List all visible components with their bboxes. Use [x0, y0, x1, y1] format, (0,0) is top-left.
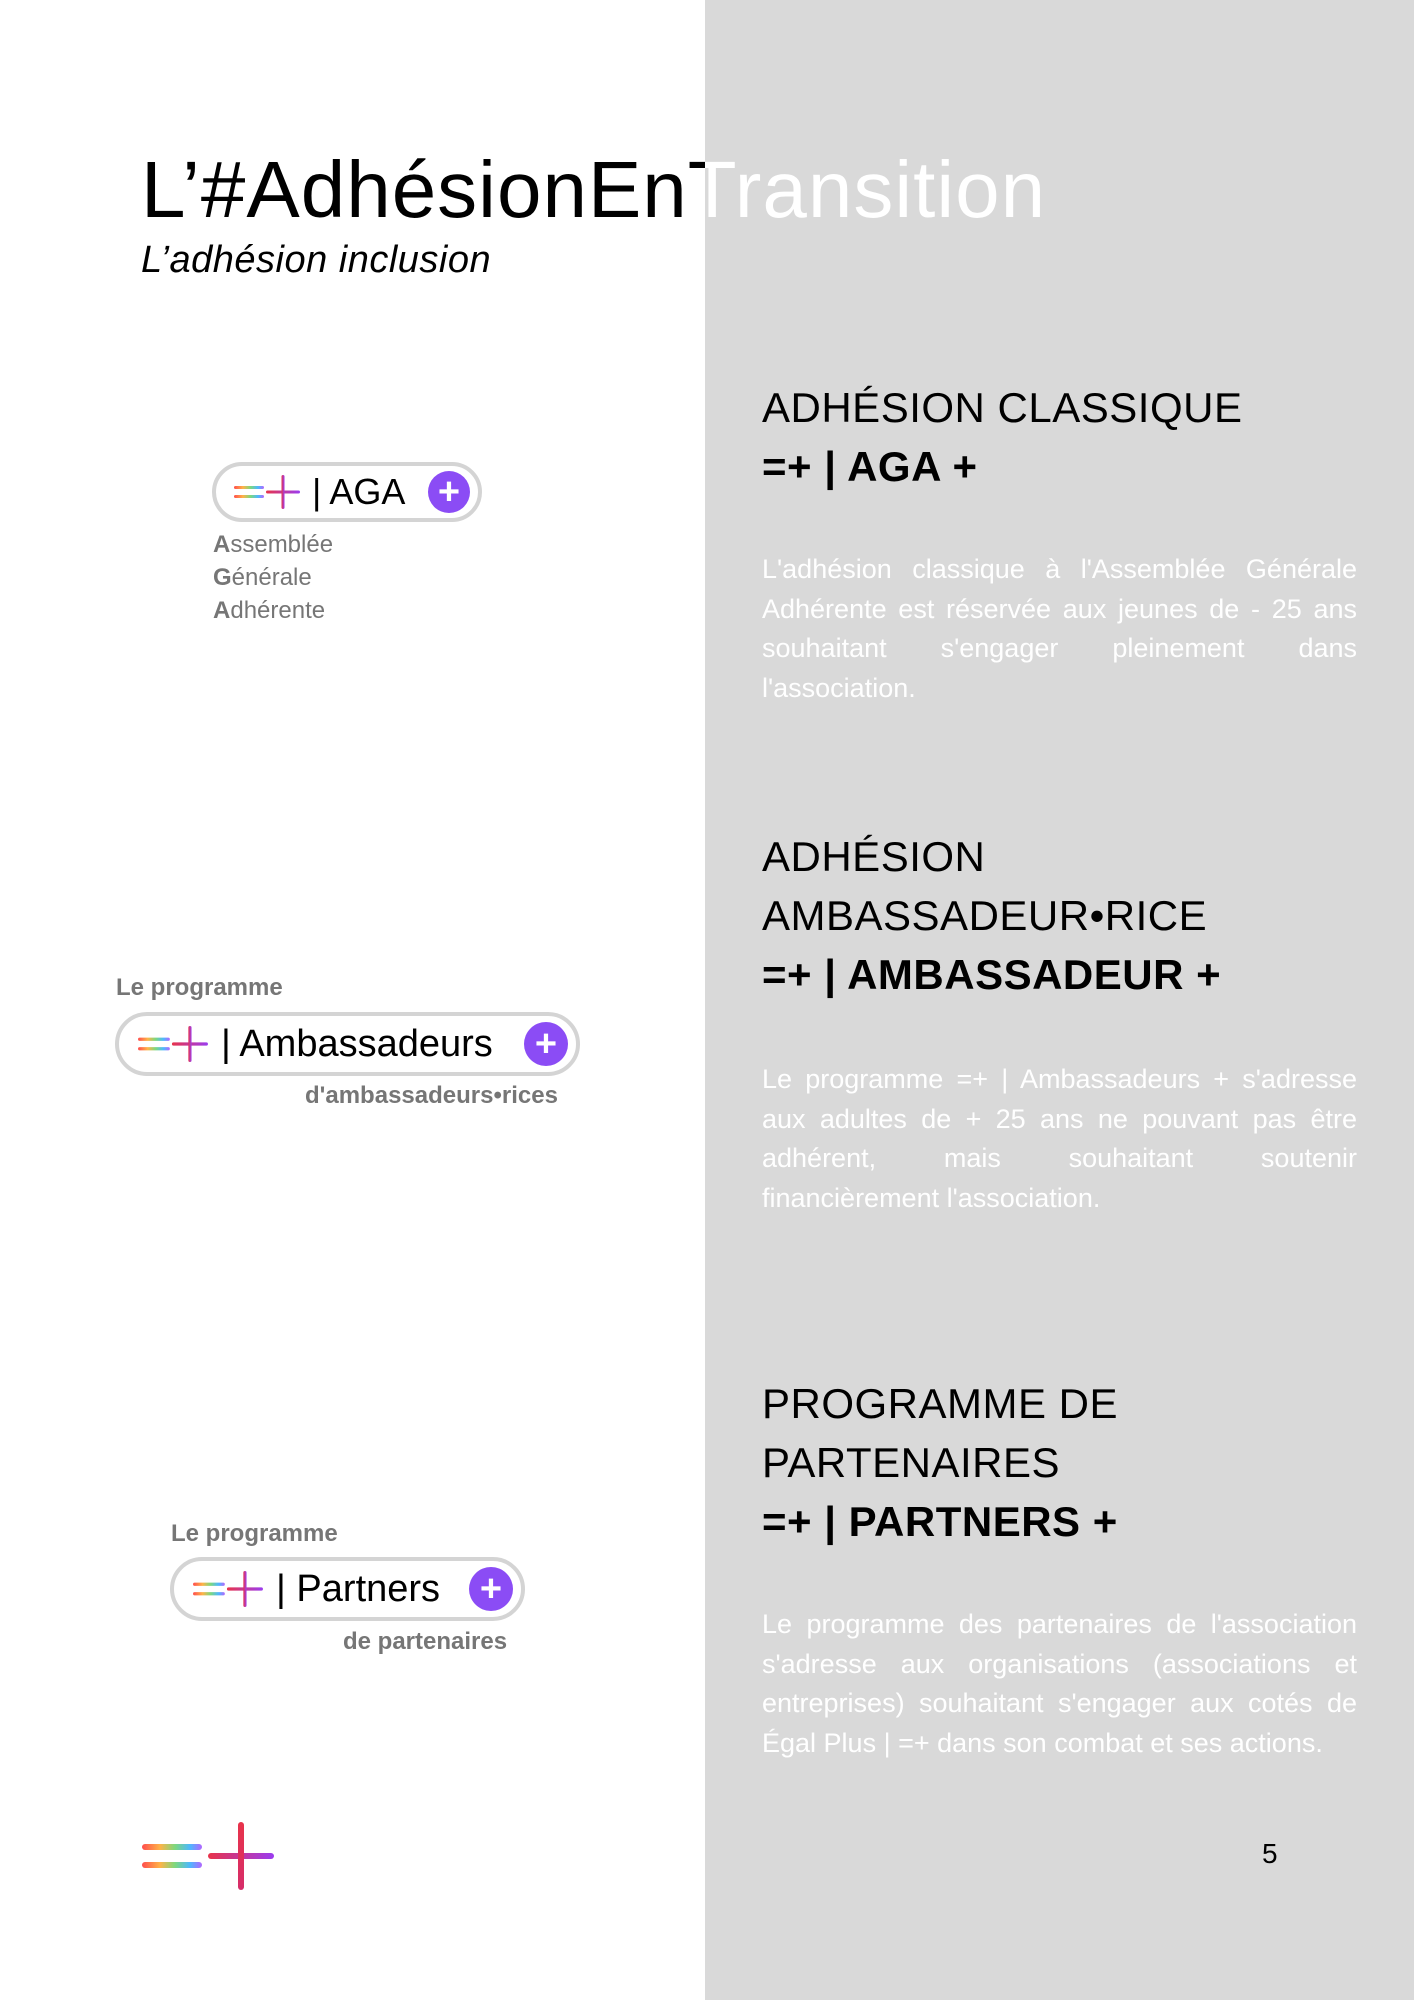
acronym-initial: A — [213, 531, 231, 558]
equal-plus-logo-icon — [232, 475, 302, 509]
equal-plus-logo-icon — [135, 1026, 211, 1062]
ambassadeurs-badge-label: | Ambassadeurs — [221, 1023, 493, 1065]
section-subheading: =+ | AMBASSADEUR + — [762, 951, 1222, 998]
equal-plus-logo-icon — [140, 1822, 276, 1892]
ambassadeurs-caption-bottom: d'ambassadeurs•rices — [305, 1082, 558, 1109]
section-heading-line: PROGRAMME DE — [762, 1380, 1119, 1427]
plus-circle-icon: + — [428, 471, 470, 513]
page-subtitle: L’adhésion inclusion — [141, 239, 492, 281]
acronym-line — [213, 528, 333, 561]
section-heading-ambassadeur — [762, 827, 1221, 1004]
section-text-partenaires: Le programme des partenaires de l'association s'adresse aux organisations (associations et entreprises) souhaitant s'engager aux cotés de Égal Plus | =+ dans son combat et ses actions. — [762, 1609, 1357, 1758]
partners-caption-top: Le programme — [171, 1520, 338, 1547]
aga-badge-label: | AGA — [312, 471, 406, 512]
page-number: 5 — [1262, 1838, 1278, 1869]
section-heading-line: ADHÉSION CLASSIQUE — [762, 384, 1243, 431]
acronym-line — [213, 561, 333, 594]
aga-acronym — [213, 528, 333, 627]
plus-circle-icon: + — [469, 1567, 513, 1611]
aga-badge — [212, 462, 482, 522]
acronym-rest: énérale — [231, 564, 312, 591]
ambassadeurs-badge — [115, 1012, 580, 1076]
section-heading-classique — [762, 378, 1242, 496]
acronym-initial: G — [213, 564, 232, 591]
partners-caption-bottom: de partenaires — [343, 1628, 508, 1655]
section-heading-line: PARTENAIRES — [762, 1439, 1061, 1486]
acronym-line — [213, 594, 333, 627]
acronym-rest: dhérente — [230, 597, 326, 624]
section-text-classique: L'adhésion classique à l'Assemblée Générale Adhérente est réservée aux jeunes de - 25 ans souhaitant s'engager pleinement dans l'association. — [762, 554, 1357, 703]
partners-badge — [170, 1557, 525, 1621]
section-heading-line: ADHÉSION — [762, 833, 986, 880]
ambassadeurs-caption-top: Le programme — [116, 974, 283, 1001]
plus-circle-icon: + — [524, 1022, 568, 1066]
equal-plus-logo-icon — [190, 1571, 266, 1607]
section-text-ambassadeur: Le programme =+ | Ambassadeurs + s'adresse aux adultes de + 25 ans ne pouvant pas être adhérent, mais souhaitant soutenir financièrement l'association. — [762, 1064, 1357, 1213]
page-title: L’#AdhésionEnTransition — [141, 140, 1046, 240]
partners-badge-label: | Partners — [276, 1568, 441, 1610]
acronym-initial: A — [213, 597, 231, 624]
section-heading-line: AMBASSADEUR•RICE — [762, 892, 1208, 939]
section-subheading: =+ | PARTNERS + — [762, 1498, 1118, 1545]
section-heading-partenaires — [762, 1374, 1118, 1551]
acronym-rest: ssemblée — [230, 531, 334, 558]
section-subheading: =+ | AGA + — [762, 443, 978, 490]
